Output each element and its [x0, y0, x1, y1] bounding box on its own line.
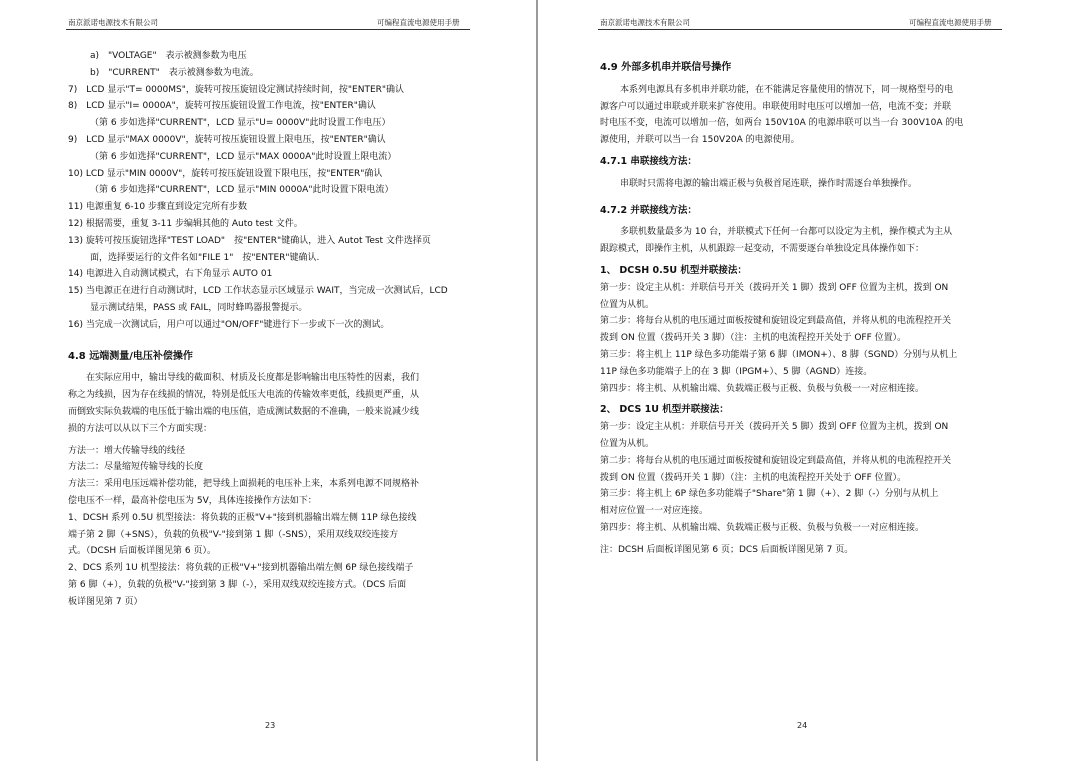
step-line: 第四步：将主机、从机输出端、负载端正极与正极、负极与负极一一对应相连接。 — [600, 383, 925, 394]
step-line: 第二步：将每台从机的电压通过面板按键和旋钮设定到最高值，并将从机的电流程控开关 — [600, 316, 952, 327]
step-line: 11P 绿色多功能端子上的在 3 脚（IPGM+）、5 脚（AGND）连接。 — [600, 366, 873, 377]
manual-page-24 — [538, 0, 1073, 761]
header-rule — [598, 29, 1002, 30]
list-item: 13) 旋转可按压旋钮选择"TEST LOAD" 按"ENTER"键确认，进入 Autot Test 文件选择页 — [68, 235, 431, 246]
paragraph-line: 而倒致实际负载端的电压低于输出端的电压值，造成测试数据的不准确，一般来说减少线 — [68, 406, 420, 417]
page-number: 24 — [797, 721, 808, 730]
paragraph-line: 源使用，并联可以当一台 150V20A 的电源使用。 — [600, 135, 800, 146]
section-title: 4.8 远端测量/电压补偿操作 — [68, 350, 193, 362]
list-item: 16) 当完成一次测试后，用户可以通过"ON/OFF"键进行下一步或下一次的测试。 — [68, 319, 390, 330]
paragraph-line: 多联机数量最多为 10 台，并联模式下任何一台都可以设定为主机，操作模式为主从 — [620, 227, 953, 238]
step-line: 第三步：将主机上 6P 绿色多功能端子"Share"第 1 脚（+）、2 脚（-）分别与从机上 — [600, 489, 939, 500]
method-line: 端子第 2 脚（+SNS），负载的负极"V-"接到第 1 脚（-SNS），采用双线双绞连接方 — [68, 529, 399, 540]
list-item: 面，选择要运行的文件名如"FILE 1" 按"ENTER"键确认. — [90, 252, 320, 263]
method-line: 偿电压不一样，最高补偿电压为 5V，具体连接操作方法如下： — [68, 495, 317, 506]
step-line: 位置为从机。 — [600, 299, 655, 310]
subsection-title: 4.7.2 并联接线方法： — [600, 204, 697, 216]
list-item: 9) LCD 显示"MAX 0000V"，旋转可按压旋钮设置上限电压，按"ENTER"确认 — [68, 134, 386, 145]
list-item: 7) LCD 显示"T= 0000MS"，旋转可按压旋钮设定测试持续时间，按"ENTER"确认 — [68, 84, 405, 95]
method-line: 方法三：采用电压远端补偿功能，把导线上面损耗的电压补上来，本系列电源不同规格补 — [68, 479, 420, 490]
list-item: 11) 电源重复 6-10 步骤直到设定完所有步数 — [68, 202, 247, 213]
list-item: （第 6 步如选择"CURRENT"，LCD 显示"MIN 0000A"此时设置下限电流） — [90, 185, 394, 196]
step-line: 相对应位置一一对应连接。 — [600, 506, 709, 517]
paragraph-line: 源客户可以通过串联或并联来扩容使用。串联使用时电压可以增加一倍，电流不变；并联 — [600, 101, 952, 112]
list-item: 10) LCD 显示"MIN 0000V"，旋转可按压旋钮设置下限电压，按"ENTER"确认 — [68, 168, 383, 179]
list-item: 8) LCD 显示"I= 0000A"，旋转可按压旋钮设置工作电流，按"ENTER"确认 — [68, 101, 376, 112]
page-body — [68, 48, 488, 611]
header-manual-title: 可编程直流电源使用手册 — [909, 18, 992, 27]
step-line: 拨到 ON 位置（拨码开关 3 脚）（注：主机的电流程控开关处于 OFF 位置）。 — [600, 333, 907, 344]
page-number: 23 — [265, 721, 276, 730]
list-item: （第 6 步如选择"CURRENT"，LCD 显示"MAX 0000A"此时设置上限电流） — [90, 151, 397, 162]
paragraph-line: 跟踪模式，即操作主机，从机跟踪一起变动，不需要逐台单独设定具体操作如下： — [600, 244, 925, 255]
paragraph-line: 本系列电源具有多机串并联功能，在不能满足容量使用的情况下，同一规格型号的电 — [620, 84, 954, 95]
paragraph-line: 损的方法可以从以下三个方面实现： — [68, 423, 213, 434]
list-item: a) "VOLTAGE" 表示被测参数为电压 — [90, 51, 247, 61]
list-item: （第 6 步如选择"CURRENT"，LCD 显示"U= 0000V"此时设置工作电压） — [90, 118, 391, 129]
step-line: 第三步：将主机上 11P 绿色多功能端子第 6 脚（IMON+）、8 脚（SGND）分别与从机上 — [600, 349, 958, 360]
method-line: 方法二：尽量缩短传输导线的长度 — [68, 462, 204, 473]
list-item: 12) 根据需要，重复 3-11 步编辑其他的 Auto test 文件。 — [68, 218, 303, 229]
step-line: 位置为从机。 — [600, 438, 655, 449]
header-company: 南京派诺电源技术有限公司 — [600, 18, 690, 27]
paragraph-line: 称之为线损，因为存在线损的情况，特别是低压大电流的传输效率更低，线损更严重，从 — [68, 390, 420, 401]
list-item: 显示测试结果，PASS 或 FAIL，同时蜂鸣器报警提示。 — [90, 302, 308, 313]
manual-page-23 — [0, 0, 536, 761]
step-line: 第四步：将主机、从机输出端、负载端正极与正极、负极与负极一一对应相连接。 — [600, 522, 925, 533]
section-title: 4.9 外部多机串并联信号操作 — [600, 62, 732, 73]
header-manual-title: 可编程直流电源使用手册 — [377, 18, 460, 27]
paragraph-line: 时电压不变，电流可以增加一倍，如两台 150V10A 的电源串联可以当一台 300V10A 的电 — [600, 118, 964, 129]
header-company: 南京派诺电源技术有限公司 — [68, 18, 158, 27]
step-line: 第一步：设定主从机：并联信号开关（拨码开关 1 脚）拨到 OFF 位置为主机，拨到 ON — [600, 282, 949, 293]
header-rule — [66, 29, 470, 30]
method-line: 2、DCS 系列 1U 机型接法：将负载的正极"V+"接到机器输出端左侧 6P 绿色接线端子 — [68, 563, 414, 574]
dcs-title: 2、 DCS 1U 机型并联接法： — [600, 404, 729, 416]
note-line: 注：DCSH 后面板详图见第 6 页；DCS 后面板详图见第 7 页。 — [600, 544, 854, 555]
method-line: 第 6 脚（+），负载的负极"V-"接到第 3 脚（-），采用双线双绞连接方式。（DCS 后面 — [68, 579, 407, 590]
paragraph-line: 在实际应用中，输出导线的截面积、材质及长度都是影响输出电压特性的因素，我们 — [86, 373, 420, 384]
method-line: 板详图见第 7 页） — [68, 596, 143, 607]
step-line: 第一步：设定主从机：并联信号开关（拨码开关 5 脚）拨到 OFF 位置为主机，拨到 ON — [600, 422, 949, 433]
method-line: 式。（DCSH 后面板详图见第 6 页）。 — [68, 546, 217, 557]
list-item: 15) 当电源正在进行自动测试时，LCD 工作状态显示区域显示 WAIT，当完成一次测试后，LCD — [68, 286, 448, 297]
paragraph-line: 串联时只需将电源的输出端正极与负极首尾连联，操作时需逐台单独操作。 — [620, 178, 918, 189]
step-line: 拨到 ON 位置（拨码开关 1 脚）（注：主机的电流程控开关处于 OFF 位置）。 — [600, 472, 907, 483]
subsection-title: 4.7.1 串联接线方法： — [600, 155, 697, 167]
list-item: 14) 电源进入自动测试模式，右下角显示 AUTO 01 — [68, 269, 273, 280]
method-line: 方法一：增大传输导线的线径 — [68, 445, 186, 456]
page-body — [600, 60, 1020, 559]
method-line: 1、DCSH 系列 0.5U 机型接法：将负载的正极"V+"接到机器输出端左侧 11P 绿色接线 — [68, 512, 417, 523]
list-item: b) "CURRENT" 表示被测参数为电流。 — [90, 67, 259, 78]
dcsh-title: 1、 DCSH 0.5U 机型并联接法： — [600, 264, 747, 276]
step-line: 第二步：将每台从机的电压通过面板按键和旋钮设定到最高值，并将从机的电流程控开关 — [600, 455, 952, 466]
